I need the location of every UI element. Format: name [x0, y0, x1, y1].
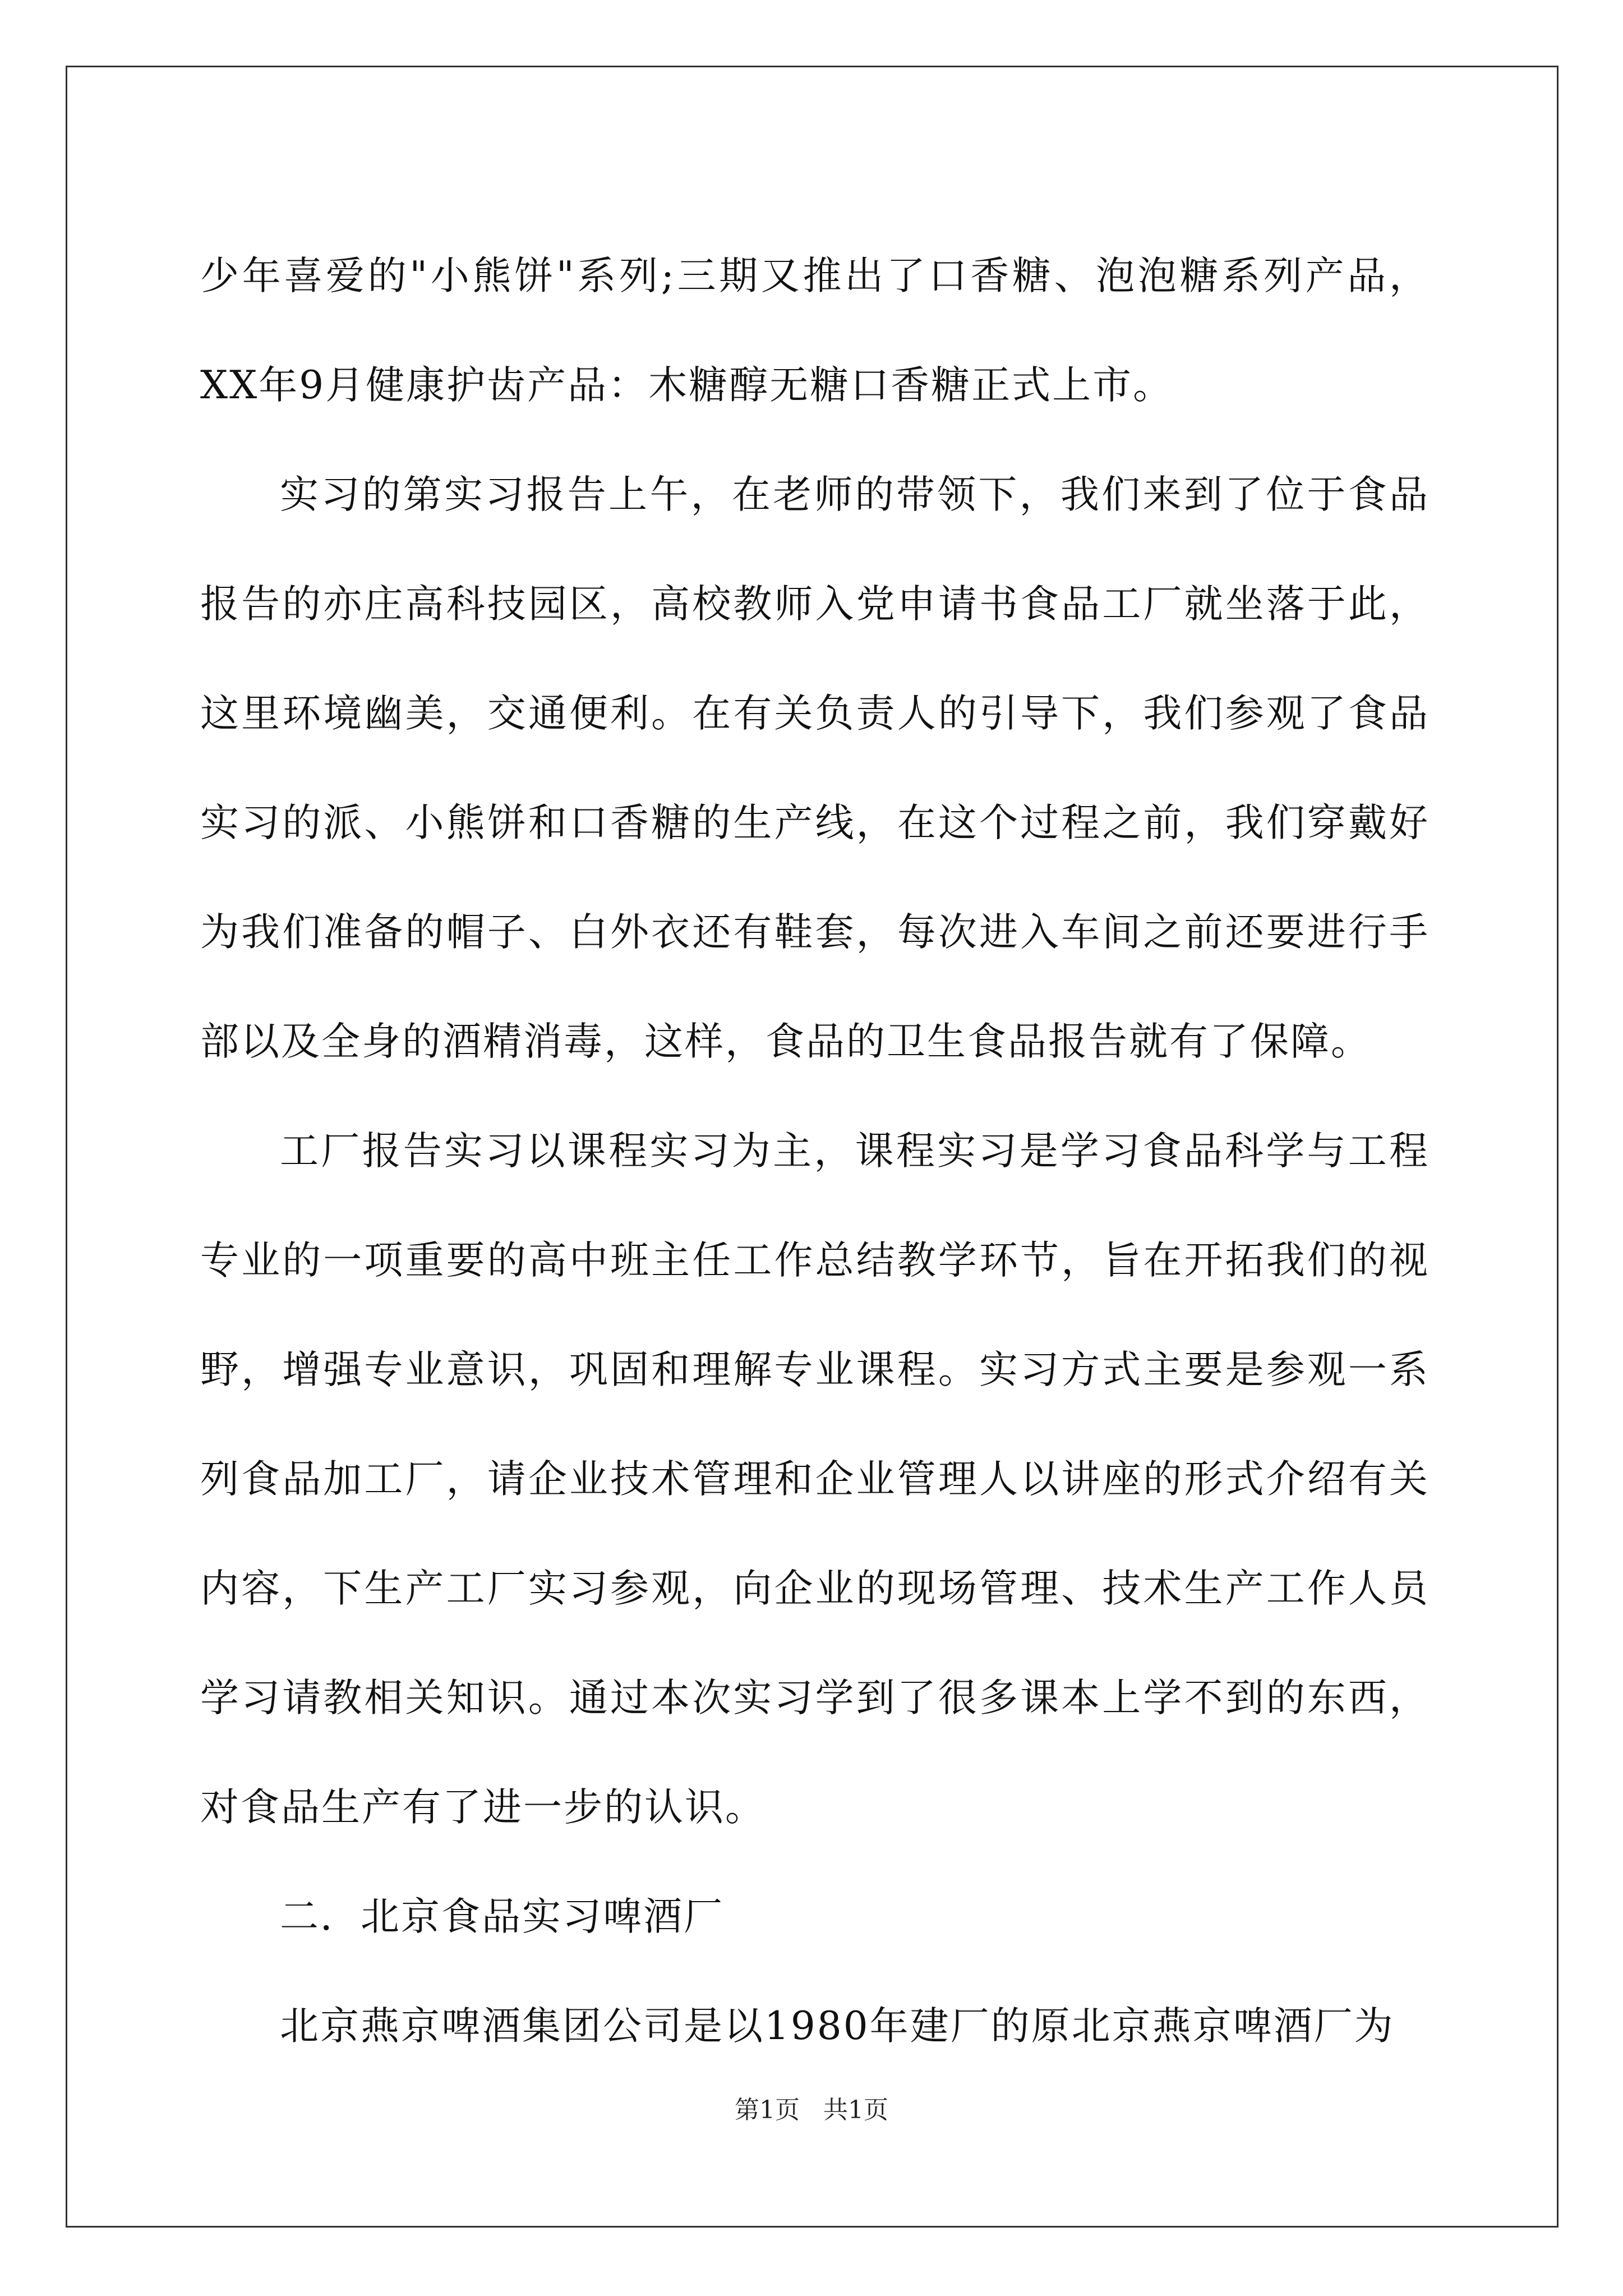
paragraph-2: 实习的第实习报告上午，在老师的带领下，我们来到了位于食品报告的亦庄高科技园区，高校教师入党申请书食品工厂就坐落于此，这里环境幽美，交通便利。在有关负责人的引导下，我们参观了食品实习的派、小熊饼和口香糖的生产线，在这个过程之前，我们穿戴好为我们准备的帽子、白外衣还有鞋套，每次进入车间之前还要进行手部以及全身的酒精消毒，这样，食品的卫生食品报告就有了保障。 — [200, 472, 1430, 1064]
paragraph-3: 工厂报告实习以课程实习为主，课程实习是学习食品科学与工程专业的一项重要的高中班主任工作总结教学环节，旨在开拓我们的视野，增强专业意识，巩固和理解专业课程。实习方式主要是参观一系列食品加工厂，请企业技术管理和企业管理人以讲座的形式介绍有关内容，下生产工厂实习参观，向企业的现场管理、技术生产工作人员学习请教相关知识。通过本次实习学到了很多课本上学不到的东西，对食品生产有了进一步的认识。 — [200, 1129, 1430, 1830]
document-body — [200, 222, 1430, 2081]
paragraph-1: 少年喜爱的"小熊饼"系列;三期又推出了口香糖、泡泡糖系列产品，XX年9月健康护齿产品：木糖醇无糖口香糖正式上市。 — [200, 254, 1430, 408]
page-number: 第1页 — [735, 2096, 800, 2124]
page-total: 共1页 — [823, 2096, 888, 2124]
paragraph-4: 北京燕京啤酒集团公司是以1980年建厂的原北京燕京啤酒厂为 — [280, 2004, 1395, 2049]
page-footer — [0, 2093, 1623, 2127]
section-heading: 二．北京食品实习啤酒厂 — [280, 1894, 724, 1939]
